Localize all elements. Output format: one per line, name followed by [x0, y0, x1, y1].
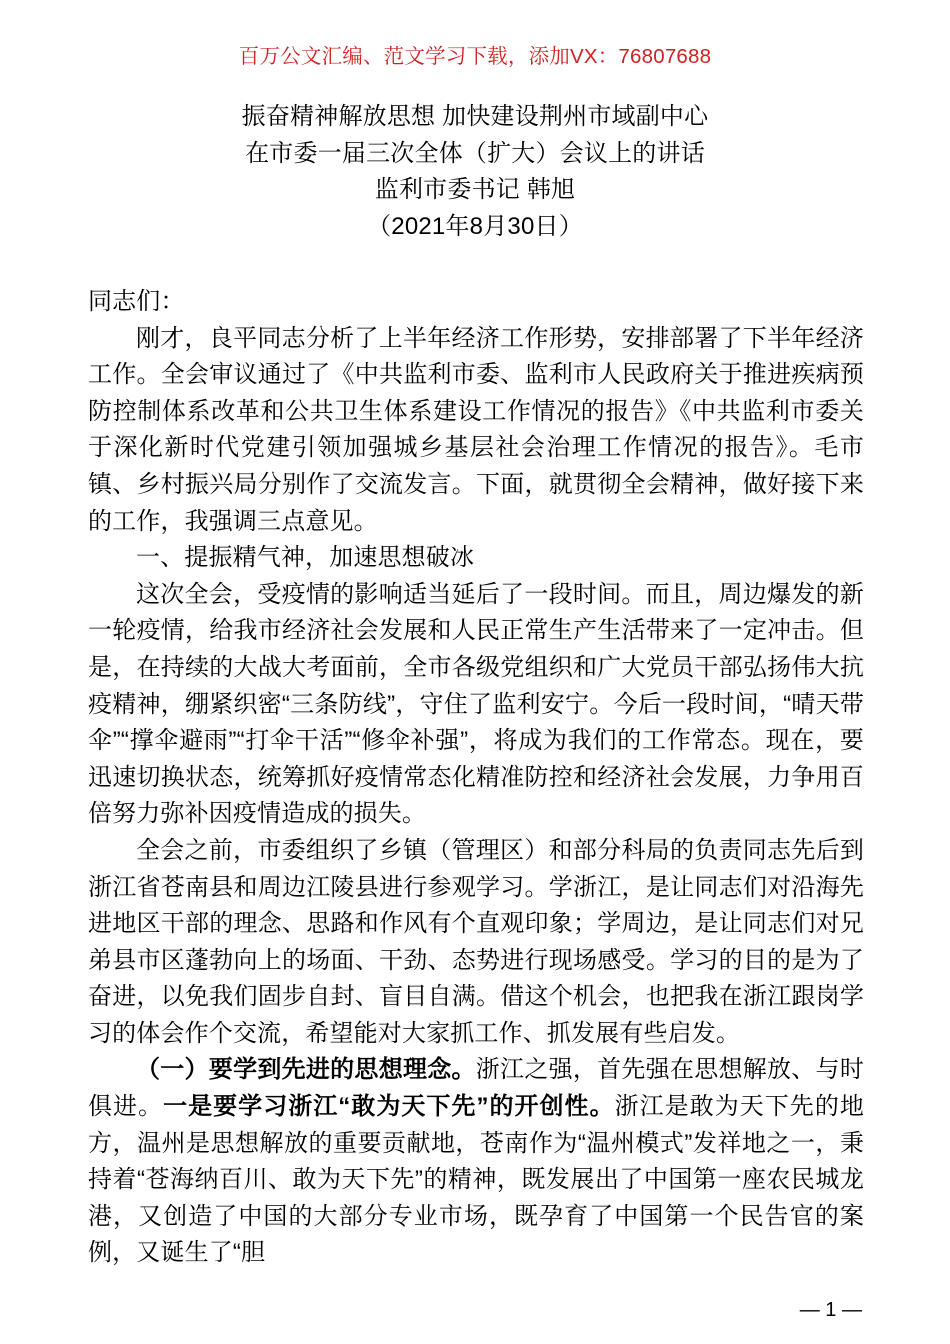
promo-banner-text: 百万公文汇编、范文学习下载，添加VX：76807688	[238, 45, 712, 68]
document-body	[88, 284, 864, 1272]
subsection-heading-1: （一）要学到先进的思想理念。	[136, 1056, 476, 1084]
body-paragraph-1: 刚才，良平同志分析了上半年经济工作形势，安排部署了下半年经济工作。全会审议通过了《中共监利市委、监利市人民政府关于推进疾病预防控制体系改革和公共卫生体系建设工作情况的报告》《中共监利市委关于深化新时代党建引领加强城乡基层社会治理工作情况的报告》。毛市镇、乡村振兴局分别作了交流发言。下面，就贯彻全会精神，做好接下来的工作，我强调三点意见。	[88, 324, 864, 535]
body-paragraph-4-run-2: 浙江是敢为天下先的地方，温州是思想解放的重要贡献地，苍南作为“温州模式”发祥地之一，秉持着“苍海纳百川、敢为天下先”的精神，既发展出了中国第一座农民城龙港，又创造了中国的大部分专业市场，既孕育了中国第一个民告官的案例，又诞生了“胆	[88, 1093, 865, 1267]
title-line-3-author: 监利市委书记 韩旭	[374, 176, 576, 203]
title-line-1: 振奋精神解放思想 加快建设荆州市域副中心	[241, 103, 709, 130]
body-paragraph-4	[88, 1052, 864, 1272]
title-line-2: 在市委一届三次全体（扩大）会议上的讲话	[245, 139, 705, 167]
body-paragraph-4-run-1: 浙江之强，首先强在思想解放、与时俱进。	[88, 1056, 864, 1121]
salutation-paragraph: 同志们：	[88, 288, 185, 315]
body-paragraph-3: 全会之前，市委组织了乡镇（管理区）和部分科局的负责同志先后到浙江省苍南县和周边江陵县进行参观学习。学浙江，是让同志们对沿海先进地区干部的理念、思路和作风有个直观印象；学周边，是让同志们对兄弟县市区蓬勃向上的场面、干劲、态势进行现场感受。学习的目的是为了奋进，以免我们固步自封、盲目自满。借这个机会，也把我在浙江跟岗学习的体会作个交流，希望能对大家抓工作、抓发展有些启发。	[88, 836, 864, 1047]
document-title-block	[0, 99, 950, 245]
title-line-4-date: （2021年8月30日）	[367, 212, 583, 240]
section-heading-1: 一、提振精气神，加速思想破冰	[136, 544, 475, 572]
page-number-footer: — 1 —	[799, 1299, 862, 1321]
body-paragraph-2: 这次全会，受疫情的影响适当延后了一段时间。而且，周边爆发的新一轮疫情，给我市经济社会发展和人民正常生产生活带来了一定冲击。但是，在持续的大战大考面前，全市各级党组织和广大党员干部弘扬伟大抗疫精神，绷紧织密“三条防线”，守住了监利安宁。今后一段时间，“晴天带伞”“撑伞避雨”“打伞干活”“修伞补强”，将成为我们的工作常态。现在，要迅速切换状态，统筹抓好疫情常态化精准防控和经济社会发展，力争用百倍努力弥补因疫情造成的损失。	[88, 580, 864, 828]
subsection-heading-1-point-1: 一是要学习浙江“敢为天下先”的开创性。	[163, 1093, 615, 1121]
